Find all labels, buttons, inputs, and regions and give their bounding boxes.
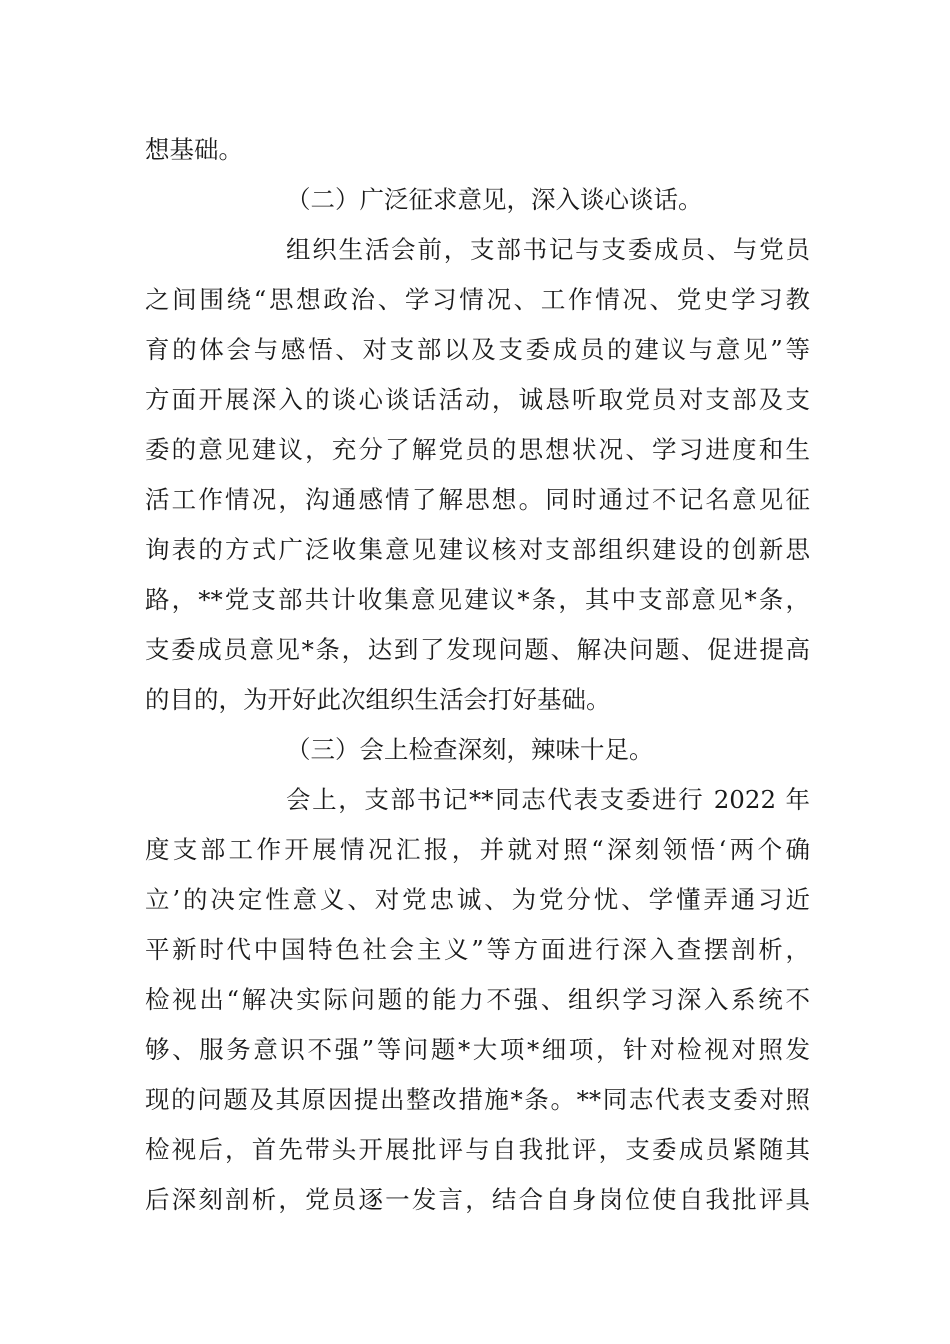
body-line: 育的体会与感悟、对支部以及支委成员的建议与意见”等: [145, 335, 810, 364]
body-line: 路，**党支部共计收集意见建议*条，其中支部意见*条，: [145, 585, 810, 614]
section-heading-3: （三）会上检查深刻，辣味十足。: [286, 735, 654, 764]
body-line: 立’的决定性意义、对党忠诚、为党分忧、学懂弄通习近: [145, 885, 810, 914]
body-line: 检视出“解决实际问题的能力不强、组织学习深入系统不: [145, 985, 810, 1014]
body-line: 方面开展深入的谈心谈话活动，诚恳听取党员对支部及支: [145, 385, 810, 414]
body-line: 委的意见建议，充分了解党员的思想状况、学习进度和生: [145, 435, 810, 464]
body-line: 支委成员意见*条，达到了发现问题、解决问题、促进提高: [145, 635, 810, 664]
body-line: 后深刻剖析，党员逐一发言，结合自身岗位使自我批评具: [145, 1185, 810, 1214]
body-line: 组织生活会前，支部书记与支委成员、与党员: [286, 235, 810, 264]
body-line: 会上，支部书记**同志代表支委进行 2022 年: [286, 785, 810, 814]
body-line: 询表的方式广泛收集意见建议核对支部组织建设的创新思: [145, 535, 810, 564]
body-line: 度支部工作开展情况汇报，并就对照“深刻领悟‘两个确: [145, 835, 810, 864]
body-line: 够、服务意识不强”等问题*大项*细项，针对检视对照发: [145, 1035, 810, 1064]
section-heading-2: （二）广泛征求意见，深入谈心谈话。: [286, 185, 703, 214]
body-line: 现的问题及其原因提出整改措施*条。**同志代表支委对照: [145, 1085, 810, 1114]
body-line: 平新时代中国特色社会主义”等方面进行深入查摆剖析，: [145, 935, 810, 964]
body-line: 活工作情况，沟通感情了解思想。同时通过不记名意见征: [145, 485, 810, 514]
body-line: 的目的，为开好此次组织生活会打好基础。: [145, 685, 611, 714]
body-line: 想基础。: [145, 135, 243, 164]
body-line: 之间围绕“思想政治、学习情况、工作情况、党史学习教: [145, 285, 810, 314]
body-line: 检视后，首先带头开展批评与自我批评，支委成员紧随其: [145, 1135, 810, 1164]
